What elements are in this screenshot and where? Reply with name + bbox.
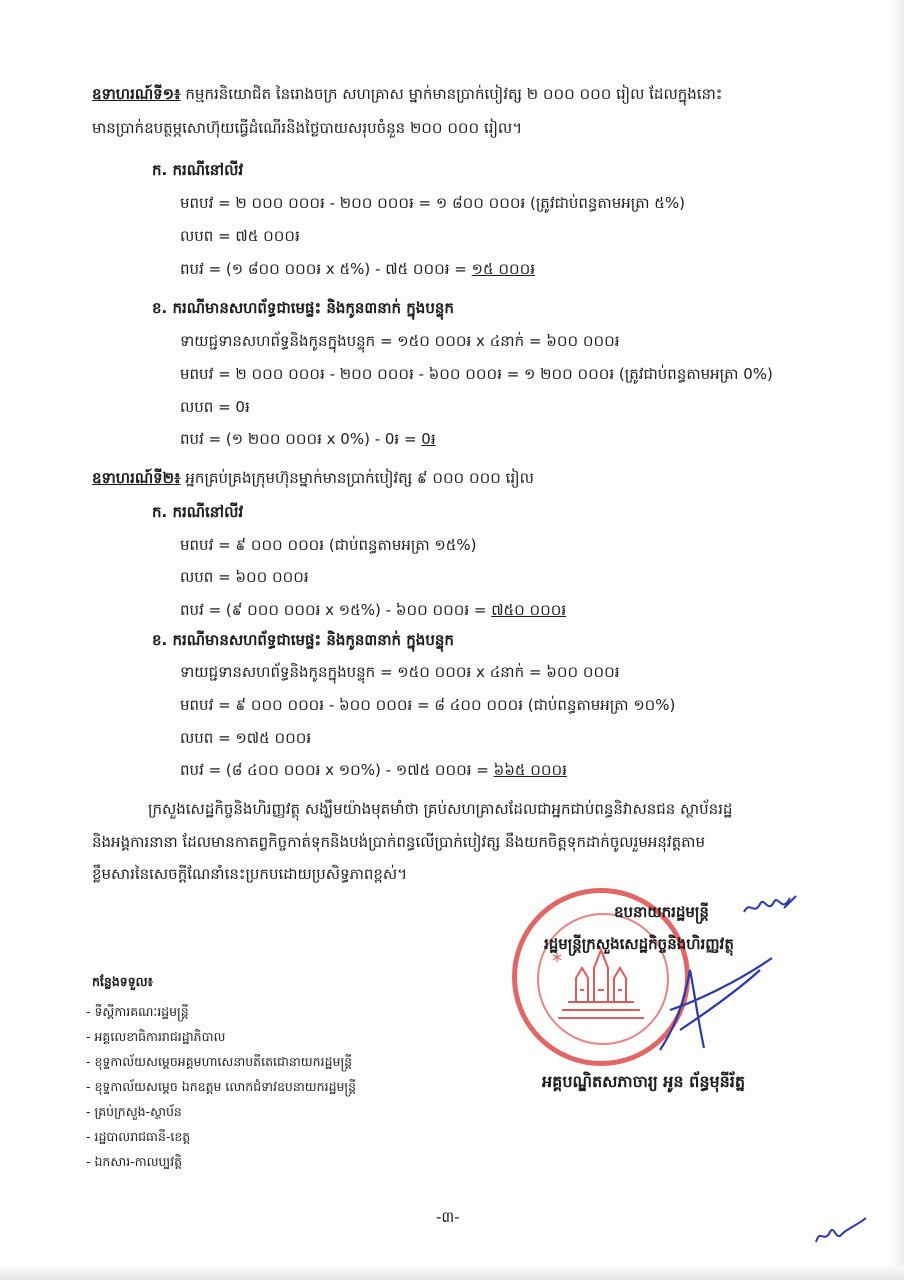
example1-case-a-line2: លបព = ៧៥ ០០០៛ <box>180 227 300 245</box>
recipient-item: - ឯកសារ-កាលប្បវត្តិ <box>86 1154 183 1169</box>
example2-case-a-result: ៧៥០ ០០០៛ <box>491 601 567 619</box>
recipients-heading: កន្លែងទទួល៖ <box>92 974 154 989</box>
page-number: -៣- <box>436 1208 460 1226</box>
example1-heading: ឧទាហរណ៍ទី១៖ <box>92 85 181 103</box>
example1-case-b-title: ខ. ករណីមានសហព័ទ្ធជាមេផ្ទះ និងកូន៣នាក់ ក្នុងបន្ទុក <box>152 299 454 317</box>
example2-case-a-title: ក. ករណីនៅលីវ <box>152 503 244 521</box>
recipient-item: - ទីស្ដីការគណៈរដ្ឋមន្ត្រី <box>86 1004 189 1019</box>
example2-case-b-line1: ទាយជ្ជទានសហព័ទ្ធនិងកូនក្នុងបន្ទុក = ១៥០ ០០០៛ x ៤នាក់ = ៦០០ ០០០៛ <box>180 663 620 681</box>
page-edge-shadow-right <box>890 0 904 1280</box>
handwritten-signature <box>640 950 780 1060</box>
example1-line1 <box>92 84 722 104</box>
example1-case-a-formula: ពបវ = (១ ៨០០ ០០០៛ x ៥%) - ៧៥ ០០០៛ = <box>180 260 472 278</box>
example1-case-b-line4 <box>180 429 436 449</box>
page-edge-shadow-bottom <box>0 1266 904 1280</box>
recipient-item: - ខុទ្ទកាល័យសម្ដេច ឯកឧត្ដម លោកជំទាវឧបនាយករដ្ឋមន្ត្រី <box>86 1079 357 1094</box>
closing-line1: ក្រសួងសេដ្ឋកិច្ចនិងហិរញ្ញវត្ថុ សង្ឃឹមយ៉ាងមុតមាំថា គ្រប់សហគ្រាសដែលជាអ្នកជាប់ពន្ធនិវាសនជន ស្ថាប័នរដ្ឋ <box>148 800 733 818</box>
example2-case-a-line1: មពបវ = ៩ ០០០ ០០០៛ (ជាប់ពន្ធតាមអត្រា ១៥%) <box>180 536 477 554</box>
example1-case-b-line2: មពបវ = ២ ០០០ ០០០៛ - ២០០ ០០០៛ - ៦០០ ០០០៛ = ១ ២០០ ០០០៛ (ត្រូវជាប់ពន្ធតាមអត្រា 0%) <box>180 365 773 383</box>
example1-line2: មានប្រាក់ឧបត្ថម្ភសោហ៊ុយធ្វើដំណើរនិងថ្លៃបាយសរុបចំនួន ២០០ ០០០ រៀល។ <box>92 119 523 137</box>
example1-case-b-line3: លបព = 0៛ <box>180 398 250 416</box>
example1-case-b-formula: ពបវ = (១ ២០០ ០០០៛ x 0%) - 0៛ = <box>180 430 422 448</box>
signature-title2: រដ្ឋមន្ត្រីក្រសួងសេដ្ឋកិច្ចនិងហិរញ្ញវត្ថុ <box>544 935 734 953</box>
example2-case-a-formula: ពបវ = (៩ ០០០ ០០០៛ x ១៥%) - ៦០០ ០០០៛ = <box>180 601 492 619</box>
example1-case-b-line1: ទាយជ្ជទានសហព័ទ្ធនិងកូនក្នុងបន្ទុក = ១៥០ ០០០៛ x ៤នាក់ = ៦០០ ០០០៛ <box>180 332 620 350</box>
closing-line2: និងអង្គការនានា ដែលមានកាតព្វកិច្ចកាត់ទុកនិងបង់ប្រាក់ពន្ធលើប្រាក់បៀវត្ស នឹងយកចិត្តទុកដាក់ចូលរួមអនុវត្តតាម <box>92 833 705 851</box>
example2-case-a-line3 <box>180 600 566 620</box>
recipient-item: - គ្រប់ក្រសួង-ស្ថាប័ន <box>86 1104 182 1119</box>
example2-heading: ឧទាហរណ៍ទី២៖ <box>92 469 181 487</box>
recipient-item: - អគ្គលេខាធិការរាជរដ្ឋាភិបាល <box>86 1029 226 1044</box>
initial-signature <box>740 890 800 924</box>
page-initial-signature <box>812 1214 870 1250</box>
example2-case-b-line4 <box>180 760 567 780</box>
svg-text:*: * <box>552 949 562 973</box>
example1-case-a-line3 <box>180 259 535 279</box>
example2-case-b-line2: មពបវ = ៩ ០០០ ០០០៛ - ៦០០ ០០០៛ = ៨ ៤០០ ០០០៛ (ជាប់ពន្ធតាមអត្រា ១០%) <box>180 696 676 714</box>
example2-case-b-title: ខ. ករណីមានសហព័ទ្ធជាមេផ្ទះ និងកូន៣នាក់ ក្នុងបន្ទុក <box>152 631 454 649</box>
example2-text1: អ្នកគ្រប់គ្រងក្រុមហ៊ុនម្នាក់មានប្រាក់បៀវត្ស ៩ ០០០ ០០០ រៀល <box>185 469 534 487</box>
example1-case-b-result: 0៛ <box>421 430 436 448</box>
example1-case-a-result: ១៥ ០០០៛ <box>471 260 536 278</box>
example2-case-b-result: ៦៦៥ ០០០៛ <box>493 761 567 779</box>
example1-text1: កម្មករនិយោជិត នៃរោងចក្រ សហគ្រាស ម្នាក់មានប្រាក់បៀវត្ស ២ ០០០ ០០០ រៀល ដែលក្នុងនោះ <box>185 85 723 103</box>
signature-name: អគ្គបណ្ឌិតសភាចារ្យ អូន ព័ន្ធមុនីរ័ត្ន <box>542 1072 746 1091</box>
example2-case-b-line3: លបព = ១៧៥ ០០០៛ <box>180 729 312 747</box>
example1-case-a-line1: មពបវ = ២ ០០០ ០០០៛ - ២០០ ០០០៛ = ១ ៨០០ ០០០៛ (ត្រូវជាប់ពន្ធតាមអត្រា ៥%) <box>180 194 685 212</box>
closing-line3: ខ្លឹមសារនៃសេចក្ដីណែនាំនេះប្រកបដោយប្រសិទ្ធភាពខ្ពស់។ <box>92 865 408 883</box>
example1-case-a-title: ក. ករណីនៅលីវ <box>152 161 244 179</box>
recipient-item: - រដ្ឋបាលរាជធានី-ខេត្ត <box>86 1129 191 1144</box>
signature-title1: ឧបនាយករដ្ឋមន្ត្រី <box>614 903 709 921</box>
example2-line1 <box>92 468 534 488</box>
recipient-item: - ខុទ្ទកាល័យសម្ដេចអគ្គមហាសេនាបតីតេជោនាយករដ្ឋមន្ត្រី <box>86 1054 353 1069</box>
example2-case-b-formula: ពបវ = (៨ ៤០០ ០០០៛ x ១០%) - ១៧៥ ០០០៛ = <box>180 761 494 779</box>
example2-case-a-line2: លបព = ៦០០ ០០០៛ <box>180 568 309 586</box>
